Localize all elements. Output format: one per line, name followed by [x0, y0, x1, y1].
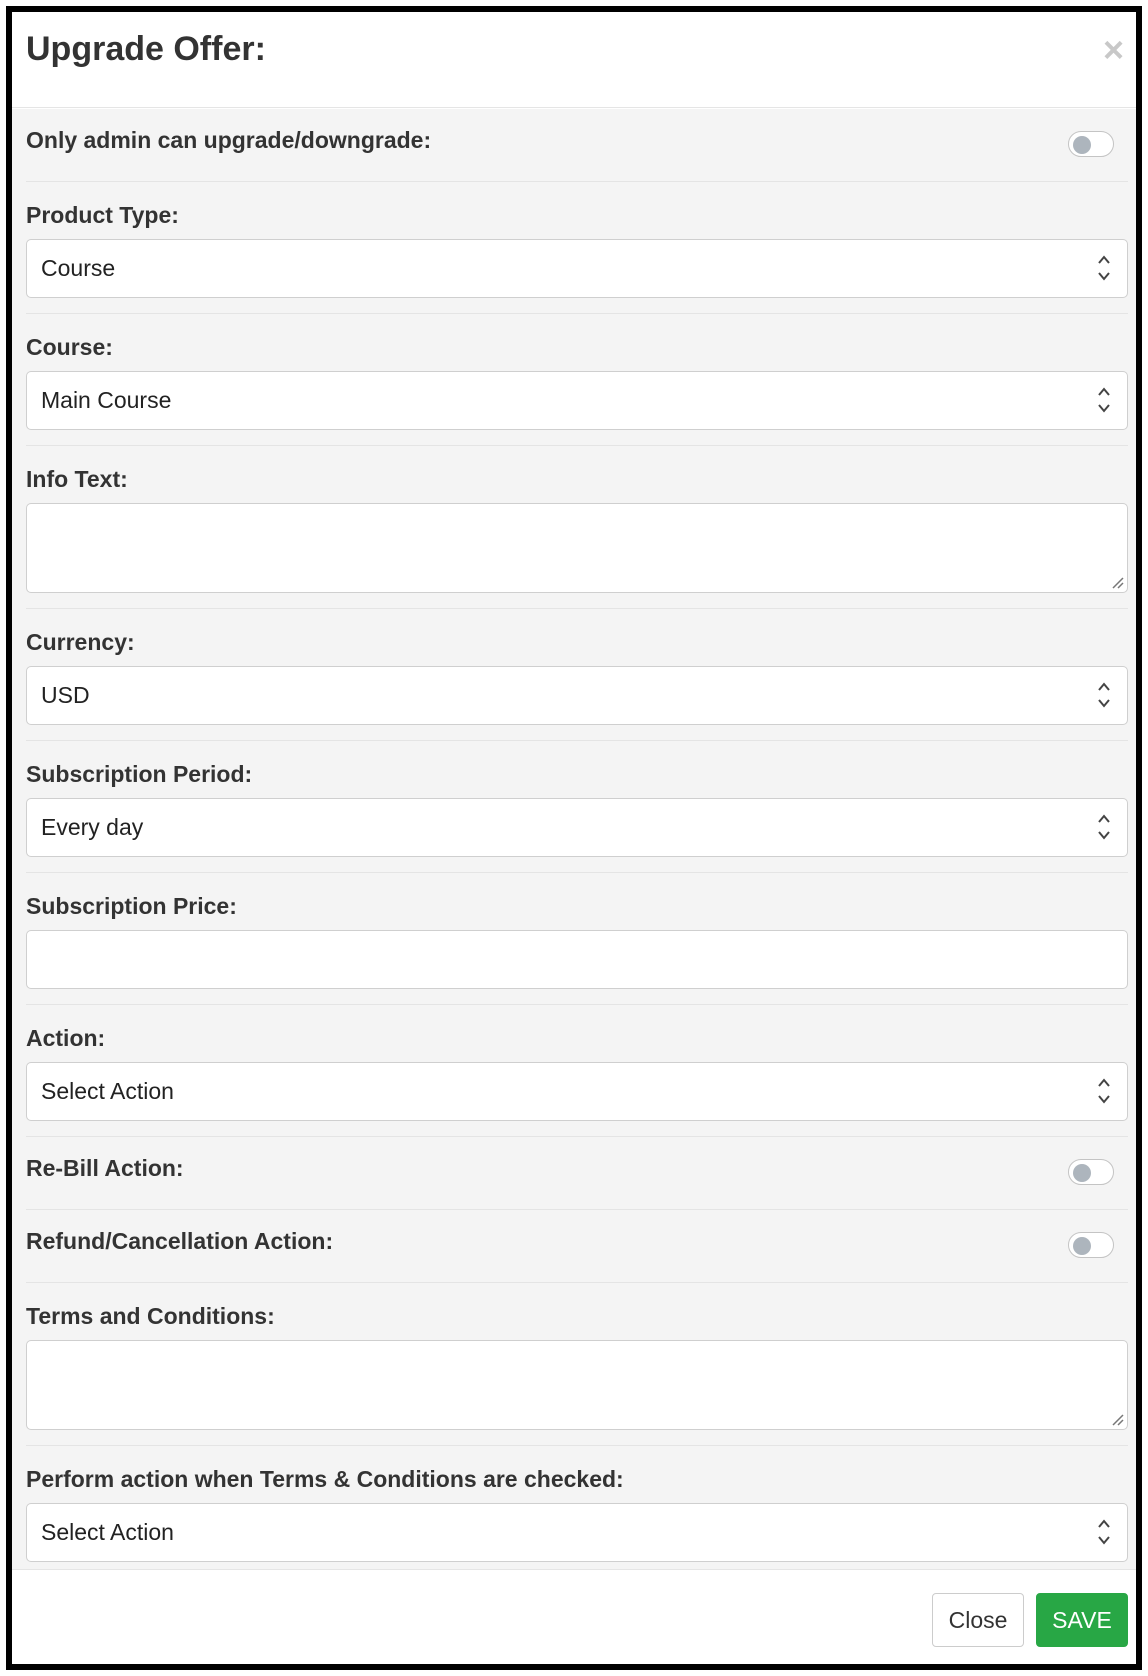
course-select[interactable] [26, 371, 1128, 430]
admin-only-toggle[interactable] [1068, 131, 1114, 157]
product-type-label: Product Type: [26, 202, 179, 228]
subscription-price-label: Subscription Price: [26, 893, 237, 919]
rebill-action-row [26, 1137, 1128, 1210]
refund-action-toggle[interactable] [1068, 1232, 1114, 1258]
currency-row [26, 609, 1128, 741]
refund-action-label: Refund/Cancellation Action: [26, 1228, 334, 1254]
save-button[interactable]: SAVE [1036, 1593, 1128, 1647]
info-text-label: Info Text: [26, 466, 128, 492]
select-arrows-icon [1097, 385, 1111, 415]
action-value: Select Action [41, 1078, 174, 1104]
course-row [26, 314, 1128, 446]
toggle-knob [1073, 136, 1091, 154]
terms-label: Terms and Conditions: [26, 1303, 275, 1329]
terms-action-row [26, 1446, 1128, 1578]
product-type-row [26, 182, 1128, 314]
subscription-period-value: Every day [41, 814, 144, 840]
subscription-price-input[interactable] [26, 930, 1128, 989]
refund-action-row [26, 1210, 1128, 1283]
admin-only-label: Only admin can upgrade/downgrade: [26, 127, 432, 153]
resize-grip-icon[interactable] [1110, 575, 1124, 589]
select-arrows-icon [1097, 253, 1111, 283]
subscription-period-row [26, 741, 1128, 873]
terms-action-select[interactable] [26, 1503, 1128, 1562]
product-type-select[interactable] [26, 239, 1128, 298]
rebill-action-toggle[interactable] [1068, 1159, 1114, 1185]
action-row [26, 1005, 1128, 1137]
terms-row [26, 1283, 1128, 1446]
terms-textarea[interactable] [26, 1340, 1128, 1430]
admin-only-row [26, 109, 1128, 182]
currency-select[interactable] [26, 666, 1128, 725]
rebill-action-label: Re-Bill Action: [26, 1155, 184, 1181]
modal-body [12, 109, 1136, 1581]
upgrade-offer-modal [6, 6, 1142, 1670]
course-label: Course: [26, 334, 113, 360]
select-arrows-icon [1097, 1517, 1111, 1547]
toggle-knob [1073, 1237, 1091, 1255]
action-select[interactable] [26, 1062, 1128, 1121]
toggle-knob [1073, 1164, 1091, 1182]
resize-grip-icon[interactable] [1110, 1412, 1124, 1426]
currency-label: Currency: [26, 629, 135, 655]
currency-value: USD [41, 682, 90, 708]
terms-action-value: Select Action [41, 1519, 174, 1545]
close-button[interactable]: Close [932, 1593, 1024, 1647]
course-value: Main Course [41, 387, 172, 413]
close-icon[interactable]: × [1102, 29, 1124, 70]
terms-action-label: Perform action when Terms & Conditions are checked: [26, 1466, 624, 1492]
select-arrows-icon [1097, 680, 1111, 710]
info-text-row [26, 446, 1128, 609]
subscription-period-select[interactable] [26, 798, 1128, 857]
action-label: Action: [26, 1025, 106, 1051]
info-text-textarea[interactable] [26, 503, 1128, 593]
select-arrows-icon [1097, 1076, 1111, 1106]
subscription-period-label: Subscription Period: [26, 761, 253, 787]
modal-footer [12, 1569, 1136, 1664]
modal-title: Upgrade Offer: [26, 30, 266, 68]
product-type-value: Course [41, 255, 116, 281]
modal-header [12, 12, 1136, 108]
subscription-price-row [26, 873, 1128, 1005]
select-arrows-icon [1097, 812, 1111, 842]
